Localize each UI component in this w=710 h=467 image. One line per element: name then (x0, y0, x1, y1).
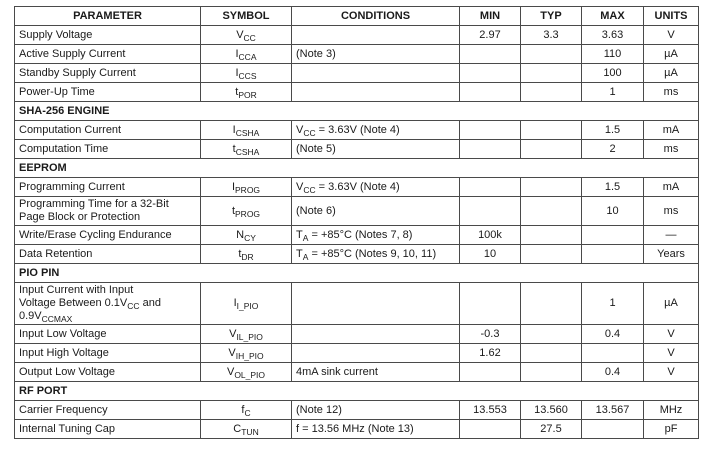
conditions-cell (292, 121, 460, 140)
typ-cell (521, 226, 582, 245)
symbol-subscript: PROG (235, 208, 261, 219)
max-cell: 1 (582, 83, 644, 102)
table-row (15, 420, 699, 439)
conditions-cell: (Note 3) (292, 45, 460, 64)
typ-cell (521, 121, 582, 140)
table-row (15, 45, 699, 64)
symbol-cell (201, 283, 292, 325)
condition-subscript: CC (303, 184, 316, 195)
symbol-subscript: PROG (235, 184, 261, 195)
header-parameter: PARAMETER (15, 7, 201, 26)
condition-subscript: A (302, 232, 309, 243)
symbol-subscript: C (244, 407, 251, 418)
symbol-main: V (236, 28, 244, 41)
parameter-cell: Internal Tuning Cap (15, 420, 201, 439)
symbol-main: I (235, 47, 239, 60)
condition-var: V (296, 180, 304, 193)
max-cell: 0.4 (582, 325, 644, 344)
conditions-cell (292, 26, 460, 45)
typ-cell (521, 140, 582, 159)
symbol-cell (201, 401, 292, 420)
max-cell: 3.63 (582, 26, 644, 45)
conditions-cell (292, 325, 460, 344)
conditions-cell (292, 245, 460, 264)
parameter-cell: Output Low Voltage (15, 363, 201, 382)
section-row (15, 264, 699, 283)
header-typ: TYP (521, 7, 582, 26)
units-cell: Years (644, 245, 699, 264)
table-row (15, 226, 699, 245)
conditions-cell (292, 83, 460, 102)
electrical-characteristics-table (14, 6, 699, 439)
symbol-subscript: CSHA (235, 127, 260, 138)
symbol-cell (201, 45, 292, 64)
symbol-cell (201, 83, 292, 102)
section-row (15, 102, 699, 121)
symbol-subscript: DR (241, 251, 254, 262)
section-row (15, 382, 699, 401)
max-cell: 1.5 (582, 121, 644, 140)
symbol-main: I (232, 123, 236, 136)
condition-var: T (296, 247, 303, 260)
max-cell (582, 226, 644, 245)
units-cell: MHz (644, 401, 699, 420)
conditions-cell (292, 226, 460, 245)
conditions-cell (292, 178, 460, 197)
parameter-cell: Programming Current (15, 178, 201, 197)
symbol-main: N (236, 228, 245, 241)
parameter-line: Page Block or Protection (19, 211, 141, 223)
parameter-text: Voltage Between 0.1V (19, 297, 128, 309)
condition-var: T (296, 228, 303, 241)
symbol-cell (201, 178, 292, 197)
conditions-cell: 4mA sink current (292, 363, 460, 382)
symbol-main: t (232, 142, 236, 155)
symbol-subscript: CC (243, 32, 256, 43)
min-cell: 13.553 (460, 401, 521, 420)
symbol-cell (201, 64, 292, 83)
symbol-main: I (233, 297, 237, 309)
units-cell: µA (644, 64, 699, 83)
table-row (15, 64, 699, 83)
max-cell (582, 245, 644, 264)
condition-text: = +85°C (Notes 9, 10, 11) (308, 247, 437, 260)
symbol-main: I (235, 66, 239, 79)
units-cell: ms (644, 140, 699, 159)
symbol-main: I (231, 180, 236, 193)
symbol-main: f (241, 403, 245, 416)
condition-text: = 3.63V (Note 4) (315, 123, 400, 136)
symbol-cell (201, 344, 292, 363)
parameter-cell (15, 197, 201, 226)
units-cell: ms (644, 197, 699, 226)
conditions-cell (292, 283, 460, 325)
symbol-cell (201, 325, 292, 344)
symbol-cell (201, 140, 292, 159)
typ-cell (521, 245, 582, 264)
parameter-line: Input Current with Input (19, 284, 134, 296)
table-body (15, 26, 699, 439)
condition-text: = +85°C (Notes 7, 8) (308, 228, 413, 241)
min-cell (460, 363, 521, 382)
symbol-main: t (238, 247, 242, 260)
table-row (15, 344, 699, 363)
condition-var: V (296, 123, 304, 136)
section-title: SHA-256 ENGINE (15, 102, 699, 121)
typ-cell: 27.5 (521, 420, 582, 439)
table-row (15, 140, 699, 159)
table-row (15, 178, 699, 197)
max-cell: 110 (582, 45, 644, 64)
table-row (15, 363, 699, 382)
parameter-cell: Input Low Voltage (15, 325, 201, 344)
typ-cell (521, 283, 582, 325)
typ-cell (521, 83, 582, 102)
min-cell (460, 83, 521, 102)
symbol-main: C (233, 422, 242, 435)
min-cell (460, 283, 521, 325)
symbol-subscript: CY (244, 232, 256, 243)
units-cell: V (644, 344, 699, 363)
units-cell: ms (644, 83, 699, 102)
conditions-cell (292, 64, 460, 83)
symbol-main: V (229, 327, 237, 340)
max-cell: 2 (582, 140, 644, 159)
max-cell (582, 420, 644, 439)
max-cell: 1.5 (582, 178, 644, 197)
parameter-cell: Data Retention (15, 245, 201, 264)
parameter-cell: Computation Current (15, 121, 201, 140)
typ-cell (521, 344, 582, 363)
symbol-main: V (226, 365, 235, 378)
symbol-cell (201, 197, 292, 226)
conditions-cell: (Note 12) (292, 401, 460, 420)
typ-cell (521, 325, 582, 344)
parameter-cell: Carrier Frequency (15, 401, 201, 420)
symbol-subscript: CCA (238, 51, 257, 62)
max-cell: 1 (582, 283, 644, 325)
max-cell: 10 (582, 197, 644, 226)
units-cell: µA (644, 45, 699, 64)
typ-cell (521, 45, 582, 64)
typ-cell (521, 178, 582, 197)
min-cell (460, 121, 521, 140)
table-row (15, 283, 699, 325)
symbol-main: t (231, 204, 236, 217)
parameter-cell: Standby Supply Current (15, 64, 201, 83)
max-cell: 100 (582, 64, 644, 83)
table-row (15, 245, 699, 264)
min-cell: -0.3 (460, 325, 521, 344)
section-title: EEPROM (15, 159, 699, 178)
table-row (15, 401, 699, 420)
conditions-cell (292, 344, 460, 363)
units-cell: V (644, 325, 699, 344)
parameter-cell (15, 283, 201, 325)
table-row (15, 197, 699, 226)
typ-cell (521, 64, 582, 83)
header-conditions: CONDITIONS (292, 7, 460, 26)
symbol-main: t (235, 85, 239, 98)
symbol-subscript: CCS (238, 70, 257, 81)
parameter-cell: Active Supply Current (15, 45, 201, 64)
symbol-subscript: CSHA (235, 146, 260, 157)
typ-cell: 3.3 (521, 26, 582, 45)
conditions-cell: (Note 5) (292, 140, 460, 159)
table-row (15, 83, 699, 102)
symbol-cell (201, 420, 292, 439)
header-units: UNITS (644, 7, 699, 26)
min-cell: 10 (460, 245, 521, 264)
max-cell: 0.4 (582, 363, 644, 382)
conditions-cell: f = 13.56 MHz (Note 13) (292, 420, 460, 439)
symbol-subscript: TUN (241, 426, 259, 437)
typ-cell (521, 197, 582, 226)
header-min: MIN (460, 7, 521, 26)
symbol-cell (201, 363, 292, 382)
typ-cell: 13.560 (521, 401, 582, 420)
min-cell (460, 178, 521, 197)
min-cell (460, 45, 521, 64)
parameter-line: Programming Time for a 32-Bit (19, 198, 169, 210)
symbol-cell (201, 26, 292, 45)
units-cell: — (644, 226, 699, 245)
parameter-cell: Power-Up Time (15, 83, 201, 102)
parameter-cell: Write/Erase Cycling Endurance (15, 226, 201, 245)
units-cell: V (644, 26, 699, 45)
symbol-subscript: OL_PIO (234, 369, 266, 380)
units-cell: mA (644, 178, 699, 197)
symbol-cell (201, 245, 292, 264)
parameter-cell: Input High Voltage (15, 344, 201, 363)
typ-cell (521, 363, 582, 382)
min-cell (460, 197, 521, 226)
parameter-cell: Supply Voltage (15, 26, 201, 45)
min-cell: 100k (460, 226, 521, 245)
units-cell: mA (644, 121, 699, 140)
condition-text: = 3.63V (Note 4) (315, 180, 400, 193)
section-row (15, 159, 699, 178)
symbol-subscript: IH_PIO (235, 350, 264, 361)
units-cell: pF (644, 420, 699, 439)
min-cell (460, 140, 521, 159)
symbol-subscript: POR (238, 89, 257, 100)
units-cell: V (644, 363, 699, 382)
symbol-cell (201, 121, 292, 140)
parameter-text: 0.9V (19, 310, 42, 322)
table-row (15, 325, 699, 344)
table-row (15, 26, 699, 45)
parameter-subscript: CCMAX (41, 314, 73, 324)
header-row (15, 7, 699, 26)
units-cell: µA (644, 283, 699, 325)
min-cell (460, 64, 521, 83)
parameter-subscript: CC (127, 301, 140, 311)
symbol-subscript: I_PIO (236, 301, 259, 311)
parameter-text: and (139, 297, 161, 309)
min-cell (460, 420, 521, 439)
conditions-cell: (Note 6) (292, 197, 460, 226)
symbol-main: V (228, 346, 236, 359)
symbol-cell (201, 226, 292, 245)
max-cell (582, 344, 644, 363)
section-title: RF PORT (15, 382, 699, 401)
min-cell: 2.97 (460, 26, 521, 45)
section-title: PIO PIN (15, 264, 699, 283)
max-cell: 13.567 (582, 401, 644, 420)
parameter-cell: Computation Time (15, 140, 201, 159)
symbol-subscript: IL_PIO (236, 331, 263, 342)
min-cell: 1.62 (460, 344, 521, 363)
condition-subscript: CC (303, 127, 316, 138)
header-max: MAX (582, 7, 644, 26)
header-symbol: SYMBOL (201, 7, 292, 26)
table-row (15, 121, 699, 140)
condition-subscript: A (302, 251, 309, 262)
